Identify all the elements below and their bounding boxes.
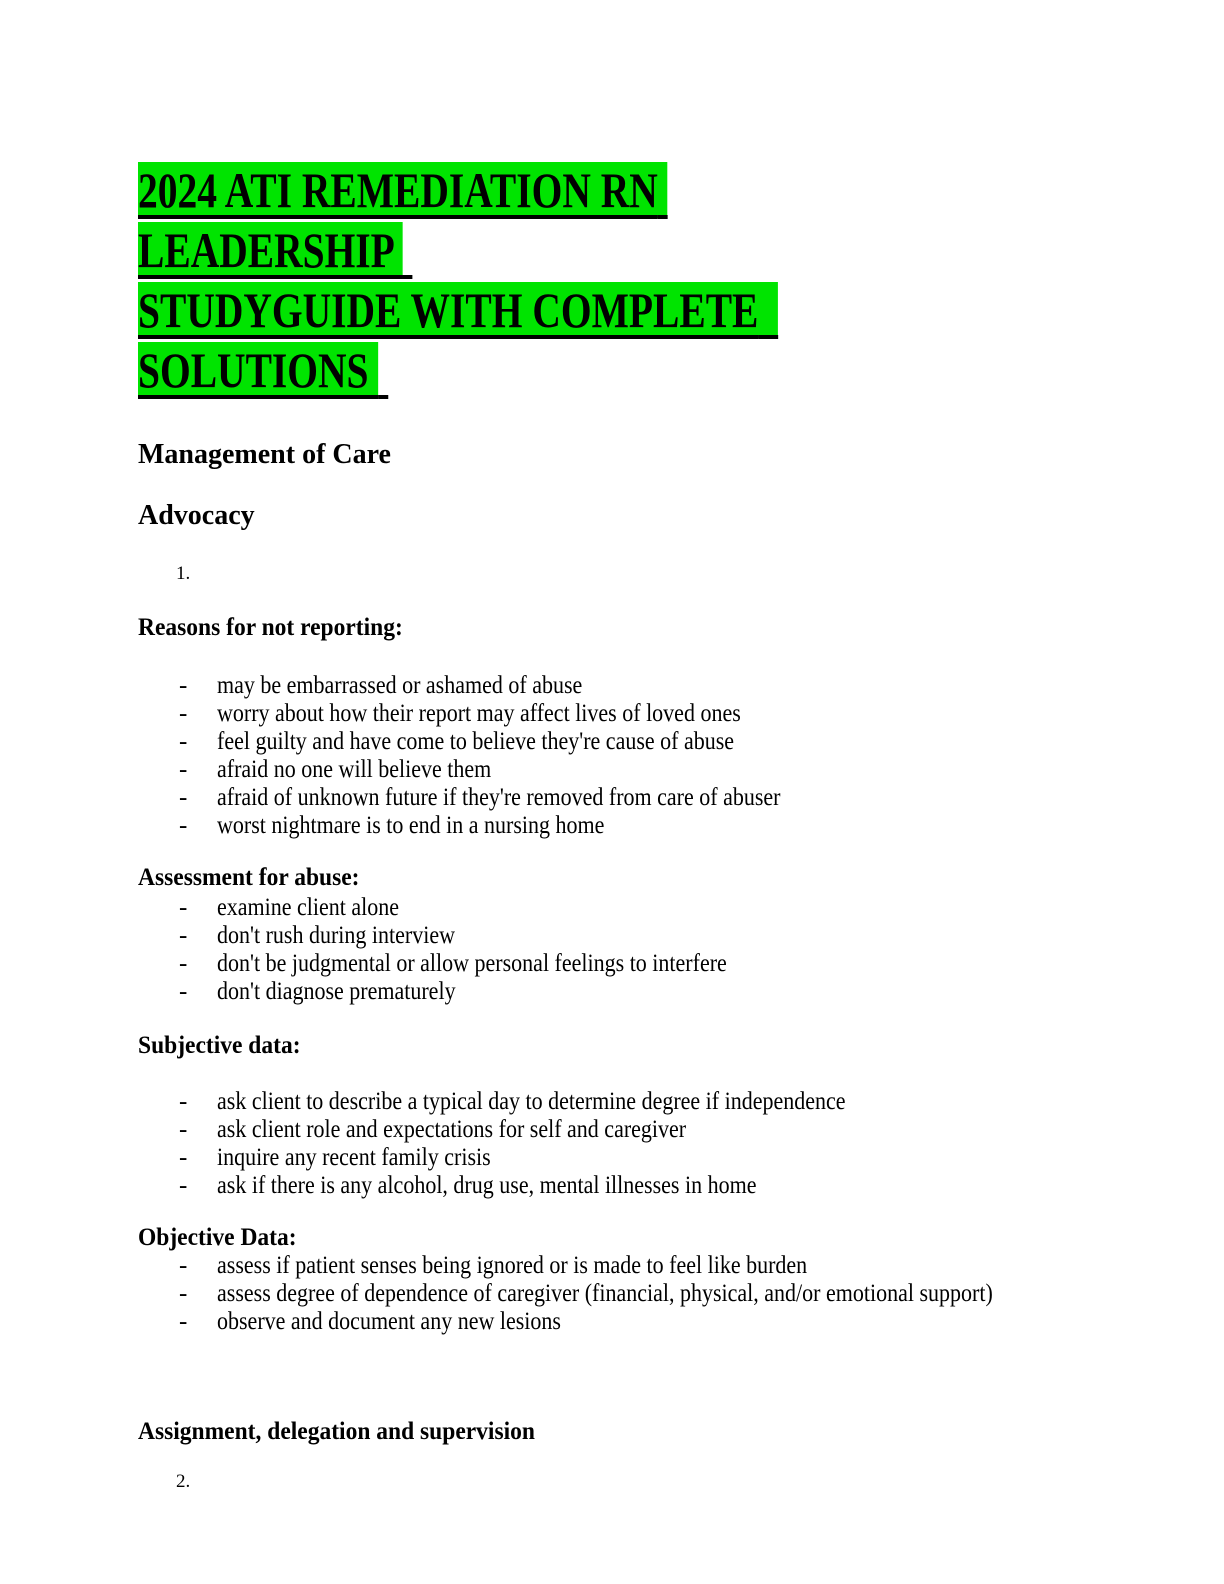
list-item — [138, 1280, 1094, 1308]
dash-bullet: - — [179, 812, 188, 839]
list-item-text: worry about how their report may affect lives of loved ones — [217, 700, 741, 727]
heading-subjective-data: Subjective data: — [138, 1032, 301, 1059]
list-item-text: worst nightmare is to end in a nursing home — [217, 812, 605, 839]
list-item-text: assess degree of dependence of caregiver (financial, physical, and/or emotional support) — [217, 1280, 993, 1307]
title-underline-tail — [378, 342, 388, 398]
list-item-text: don't be judgmental or allow personal feelings to interfere — [217, 950, 727, 977]
heading-reasons-for-not-reporting: Reasons for not reporting: — [138, 614, 403, 641]
heading-objective-data: Objective Data: — [138, 1224, 297, 1251]
list-item-text: afraid of unknown future if they're removed from care of abuser — [217, 784, 781, 811]
list-item — [138, 894, 1094, 922]
dash-bullet: - — [179, 672, 188, 699]
list-item-text: afraid no one will believe them — [217, 756, 492, 783]
title-line-2 — [138, 280, 893, 400]
list-item — [138, 784, 1094, 812]
list-item-text: feel guilty and have come to believe they're cause of abuse — [217, 728, 735, 755]
title-line-1 — [138, 160, 893, 280]
list-item-text: examine client alone — [217, 894, 400, 921]
list-item-text: may be embarrassed or ashamed of abuse — [217, 672, 583, 699]
list-item — [138, 1116, 1094, 1144]
numbered-item-2 — [138, 1468, 1094, 1496]
list-item — [138, 1252, 1094, 1280]
list-item-text: ask client role and expectations for self and caregiver — [217, 1116, 687, 1143]
dash-bullet: - — [179, 756, 188, 783]
title-highlight: STUDYGUIDE WITH COMPLETE SOLUTIONS — [138, 282, 779, 398]
heading-assignment-delegation-supervision: Assignment, delegation and supervision — [138, 1418, 535, 1445]
dash-bullet: - — [179, 1252, 188, 1279]
dash-bullet: - — [179, 978, 188, 1005]
list-item — [138, 812, 1094, 840]
list-objective — [138, 1252, 1094, 1336]
list-item — [138, 1088, 1094, 1116]
list-item — [138, 672, 1094, 700]
list-item-text: ask client to describe a typical day to determine degree if independence — [217, 1088, 846, 1115]
heading-advocacy: Advocacy — [138, 500, 255, 531]
list-item — [138, 1172, 1094, 1200]
dash-bullet: - — [179, 1144, 188, 1171]
list-item-text: inquire any recent family crisis — [217, 1144, 491, 1171]
list-item-text: assess if patient senses being ignored or is made to feel like burden — [217, 1252, 808, 1279]
heading-assessment-for-abuse: Assessment for abuse: — [138, 864, 360, 891]
list-item — [138, 922, 1094, 950]
list-item — [138, 978, 1094, 1006]
list-item — [138, 1308, 1094, 1336]
dash-bullet: - — [179, 1280, 188, 1307]
list-item-text: don't rush during interview — [217, 922, 455, 949]
item-number: 1. — [176, 563, 191, 584]
dash-bullet: - — [179, 894, 188, 921]
list-item-text: ask if there is any alcohol, drug use, mental illnesses in home — [217, 1172, 757, 1199]
list-subjective — [138, 1088, 1094, 1200]
dash-bullet: - — [179, 784, 188, 811]
list-assessment — [138, 894, 1094, 1006]
heading-management-of-care: Management of Care — [138, 439, 391, 470]
dash-bullet: - — [179, 1172, 188, 1199]
document-title — [138, 160, 1094, 400]
list-item — [138, 756, 1094, 784]
numbered-item-1 — [138, 560, 1094, 588]
list-item — [138, 1144, 1094, 1172]
list-item-text: observe and document any new lesions — [217, 1308, 561, 1335]
list-reasons — [138, 672, 1094, 840]
dash-bullet: - — [179, 700, 188, 727]
dash-bullet: - — [179, 1308, 188, 1335]
dash-bullet: - — [179, 922, 188, 949]
list-item — [138, 700, 1094, 728]
list-item — [138, 950, 1094, 978]
dash-bullet: - — [179, 1116, 188, 1143]
dash-bullet: - — [179, 1088, 188, 1115]
list-item — [138, 728, 1094, 756]
title-highlight: 2024 ATI REMEDIATION RN LEADERSHIP — [138, 162, 668, 278]
item-number: 2. — [176, 1471, 191, 1492]
list-item-text: don't diagnose prematurely — [217, 978, 456, 1005]
dash-bullet: - — [179, 728, 188, 755]
title-underline-tail — [403, 222, 413, 278]
dash-bullet: - — [179, 950, 188, 977]
